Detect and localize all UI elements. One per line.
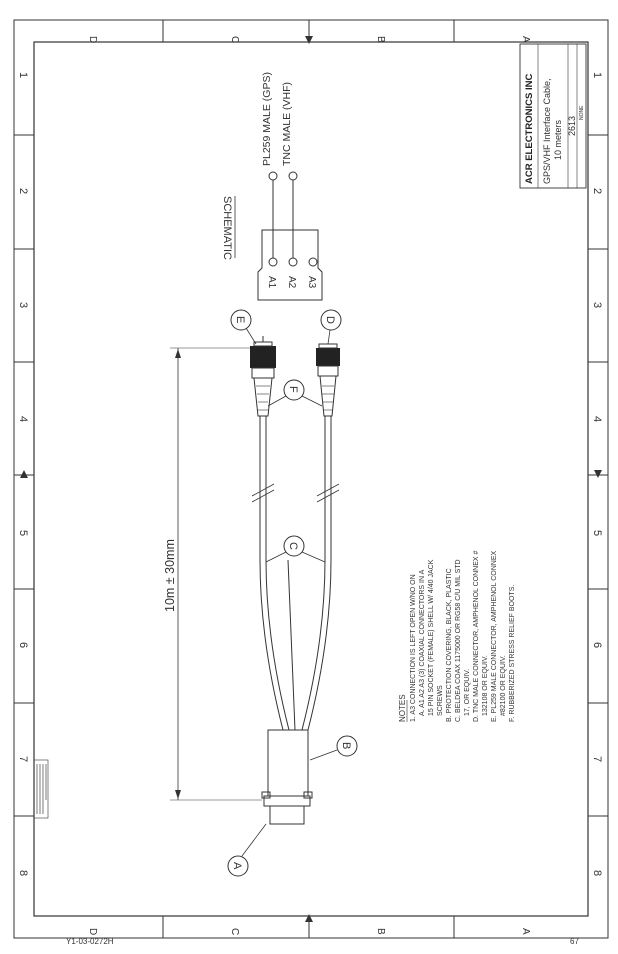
pl259-label: PL259 MALE (GPS) [261,72,273,166]
zone-left-3: 3 [17,302,29,309]
note-line-10: E. PL259 MALE CONNECTOR, AMPHENOL CONNEX [491,550,498,722]
zone-right-3: 3 [591,302,603,309]
drawing-title-line2: 10 meters [553,119,563,160]
note-line-12: F. RUBBERIZED STRESS RELIEF BOOTS. [509,584,516,722]
protection-covering [268,730,308,796]
zone-left-5: 5 [17,530,29,537]
pin-label-a2: A2 [286,276,297,289]
schematic [221,72,322,300]
cable-assembly [250,336,340,824]
zone-bottom-d: D [87,928,98,936]
length-dimension [163,348,262,800]
company-name: ACR ELECTRONICS INC [524,73,535,184]
pin-label-a1: A1 [266,276,277,289]
callout-c [266,536,325,562]
zone-right-8: 8 [591,870,603,877]
pin-a2 [289,258,297,266]
zone-left-1: 1 [17,72,29,79]
note-line-3: 15 PIN SOCKET (FEMALE) SHELL W/ 4/40 JACK [428,559,435,716]
inner-frame [34,42,588,916]
zone-bottom-c: C [229,928,240,936]
drawing-number: 2613 [567,115,577,136]
notes [398,550,516,722]
zone-right-1: 1 [591,72,603,79]
pin-a3 [309,258,317,266]
connector-e-body [250,346,276,368]
note-line-4: SCREWS [437,685,444,716]
svg-text:F: F [287,386,299,393]
pl259-terminal [269,172,277,180]
zone-top-a: A [520,36,531,43]
dimension-label: 10m ± 30mm [163,539,177,612]
note-line-8: D. TNC MALE CONNECTOR, AMPHENOL CONNEX # [473,550,480,722]
note-line-5: B. PROTECTION COVERING, BLACK, PLASTIC [446,568,453,722]
note-line-11: #82100 OR EQUIV. [500,655,507,716]
zone-left-8: 8 [17,870,29,877]
tnc-label: TNC MALE (VHF) [281,82,293,166]
pin-label-a3: A3 [306,276,317,289]
outer-frame [14,20,608,938]
callout-a [228,824,266,876]
zone-top-d: D [87,36,98,44]
drawing-scale: NONE [579,105,585,120]
svg-text:E: E [234,316,246,324]
callout-b [310,736,357,760]
zone-dividers [14,20,608,938]
schematic-title: SCHEMATIC [221,196,233,260]
svg-text:C: C [287,542,299,550]
zone-right-4: 4 [591,416,603,423]
drawing-title-line1: GPS/VHF Interface Cable, [542,78,552,184]
zone-right-7: 7 [591,756,603,763]
zone-bottom-b: B [375,928,386,935]
note-line-9: 132108 OR EQUIV. [482,655,489,716]
callouts [228,310,357,876]
center-marks [20,36,602,922]
callout-f [268,380,322,406]
svg-text:D: D [324,316,336,324]
zone-top-b: B [375,36,386,43]
zone-left-4: 4 [17,416,29,423]
note-line-2: A. A1 A2 A3 (3) COAXIAL CONNECTORS IN A [419,569,426,716]
notes-heading: NOTES [398,694,407,722]
note-line-7: 17, OR EQUIV. [464,668,471,716]
zone-right-2: 2 [591,188,603,195]
cable-right [302,416,331,730]
pin-a1 [269,258,277,266]
zone-left-7: 7 [17,756,29,763]
svg-text:B: B [340,742,352,750]
note-line-6: C. BELDEA COAX 1175000 OR RG58 C/U MIL STD [455,559,462,722]
svg-text:A: A [231,862,243,870]
callout-e [231,310,256,344]
callout-d [321,310,341,344]
zone-bottom-a: A [520,928,531,935]
zone-right-6: 6 [591,642,603,649]
zone-right-5: 5 [591,530,603,537]
dsub-shell [264,796,310,806]
revision-strip [34,760,48,818]
zone-left-2: 2 [17,188,29,195]
tnc-terminal [289,172,297,180]
page-number: 67 [570,937,579,946]
document-number: Y1-03-0272H [66,937,114,946]
zone-top-c: C [229,36,240,44]
note-line-1: 1. A3 CONNECTION IS LEFT OPEN W/NO ON [410,574,417,722]
cable-left [260,416,289,730]
zone-left-6: 6 [17,642,29,649]
title-block [520,44,586,188]
connector-d-body [316,348,340,366]
